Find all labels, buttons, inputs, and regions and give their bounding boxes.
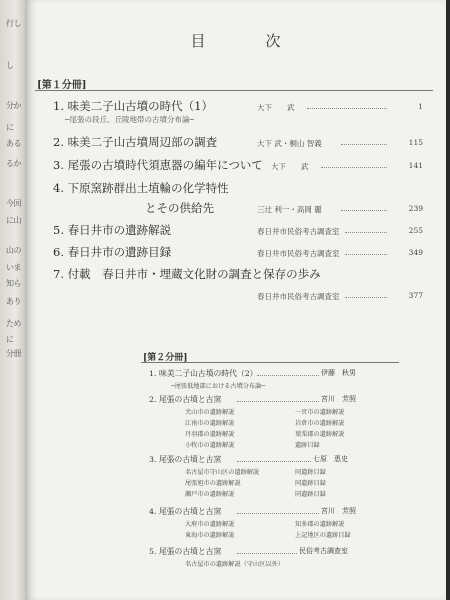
toc-entry-subtitle: ─尾張の段丘、丘陵地帯の古墳分布論─ <box>65 115 195 124</box>
toc2-entry-title: 3. 尾張の古墳と古窯 <box>149 455 222 464</box>
leader-dots <box>321 167 387 168</box>
toc2-sub-item: 知多郡の遺跡解説 <box>295 521 345 528</box>
previous-page-edge <box>0 0 25 600</box>
prev-page-text: 山の <box>6 246 21 255</box>
toc2-entry-author: 民俗考古調査室 <box>299 547 348 555</box>
leader-dots <box>307 108 387 109</box>
prev-page-text: 行し <box>6 19 21 28</box>
toc2-entry-title: 2. 尾張の古墳と古窯 <box>149 395 222 404</box>
toc-entry-page: 377 <box>408 291 423 300</box>
toc2-sub-item: 小牧市の遺跡解説 <box>185 442 235 449</box>
leader-dots <box>237 513 319 514</box>
prev-page-text: るか <box>6 159 21 168</box>
prev-page-text: に山 <box>6 216 21 225</box>
toc-entry-page: 115 <box>408 138 423 147</box>
toc-entry-title: 5. 春日井市の遺跡解説 <box>53 223 172 237</box>
leader-dots <box>341 144 387 145</box>
volume2-heading: [第２分冊] <box>143 353 188 363</box>
prev-page-text: あり <box>6 297 21 306</box>
toc2-sub-item: 東海市の遺跡解説 <box>185 532 235 539</box>
toc2-entry-author: 七原 恵史 <box>313 455 348 463</box>
toc2-sub-item: 同遺跡目録 <box>295 480 326 487</box>
volume1-heading: [第１分冊] <box>37 80 87 91</box>
leader-dots <box>345 297 387 298</box>
toc-entry-author: 春日井市民俗考古調査室 <box>257 227 340 236</box>
page-title-char: 次 <box>265 32 281 50</box>
toc2-sub-item: 丹羽郡の遺跡解説 <box>185 431 235 438</box>
leader-dots <box>237 461 311 462</box>
toc2-entry-title: 1. 味美二子山古墳の時代（2） <box>149 369 258 378</box>
page-title <box>25 30 446 51</box>
toc2-sub-item: 上記地区の遺跡目録 <box>295 532 351 539</box>
toc2-sub-item: 同遺跡目録 <box>295 491 326 498</box>
toc2-sub-item: 同遺跡目録 <box>295 469 326 476</box>
prev-page-text: ため <box>6 319 21 328</box>
toc2-sub-item: 遺跡目録 <box>295 442 320 449</box>
divider <box>141 362 399 363</box>
toc-entry-author: 大下 武 <box>257 103 295 112</box>
divider <box>35 90 433 91</box>
toc2-entry-author: 伊藤 秋男 <box>321 369 356 377</box>
leader-dots <box>345 254 387 255</box>
toc-entry-author: 春日井市民俗考古調査室 <box>257 249 340 258</box>
toc2-entry-author: 宮川 芳照 <box>321 395 356 403</box>
toc-entry-title: 2. 味美二子山古墳周辺部の調査 <box>53 135 218 149</box>
toc-entry-author: 大下 武・桐山 智義 <box>257 139 322 148</box>
prev-page-text: 分冊 <box>6 349 21 358</box>
prev-page-text: いま <box>6 263 21 272</box>
toc2-sub-item: 名古屋市守山区の遺跡解説 <box>185 469 260 476</box>
prev-page-text: 分か <box>6 101 21 110</box>
toc2-sub-item: 尾張旭市の遺跡解説 <box>185 480 241 487</box>
toc-entry-page: 349 <box>408 248 423 257</box>
toc2-sub-item: 名古屋市の遺跡解説（守山区以外） <box>185 561 284 568</box>
prev-page-text: ある <box>6 139 21 148</box>
toc-entry-page: 141 <box>408 161 423 170</box>
leader-dots <box>257 375 319 376</box>
page-title-char: 目 <box>190 32 206 50</box>
toc2-sub-item: 江南市の遺跡解説 <box>185 420 235 427</box>
toc-entry-title: 1. 味美二子山古墳の時代（1） <box>53 99 213 113</box>
toc2-entry-title: 5. 尾張の古墳と古窯 <box>149 547 222 556</box>
toc-entry-page: 239 <box>408 204 423 213</box>
toc2-entry-title: 4. 尾張の古墳と古窯 <box>149 507 222 516</box>
toc-entry-title: 7. 付載 春日井市・埋蔵文化財の調査と保存の歩み <box>53 267 321 281</box>
toc2-entry-subtitle: ─尾張低地部における古墳分布論─ <box>171 383 266 390</box>
leader-dots <box>341 210 387 211</box>
toc-entry-title: 4. 下原窯跡群出土埴輪の化学特性 <box>53 181 229 195</box>
toc2-sub-item: 大府市の遺跡解説 <box>185 521 235 528</box>
toc2-sub-item: 一宮市の遺跡解説 <box>295 409 345 416</box>
toc-entry-title: 6. 春日井市の遺跡目録 <box>53 245 172 259</box>
toc-entry-title-continued: とその供給先 <box>145 201 214 215</box>
toc-page <box>25 0 446 600</box>
leader-dots <box>237 401 319 402</box>
toc2-sub-item: 瀬戸市の遺跡解説 <box>185 491 235 498</box>
leader-dots <box>345 232 387 233</box>
toc-entry-title: 3. 尾張の古墳時代須恵器の編年について <box>53 158 263 172</box>
toc2-sub-item: 犬山市の遺跡解説 <box>185 409 235 416</box>
toc-entry-author: 春日井市民俗考古調査室 <box>257 292 340 301</box>
prev-page-text: に <box>6 123 14 132</box>
toc-entry-page: 255 <box>408 226 423 235</box>
toc2-sub-item: 葉栗郡の遺跡解説 <box>295 431 345 438</box>
prev-page-text: 今回 <box>6 199 21 208</box>
toc-entry-page: 1 <box>418 102 423 111</box>
toc-entry-author: 大下 武 <box>271 162 309 171</box>
prev-page-text: し <box>6 61 14 70</box>
toc2-sub-item: 岩倉市の遺跡解説 <box>295 420 345 427</box>
toc-entry-author: 三辻 利一・高岡 麗 <box>257 205 322 214</box>
prev-page-text: に <box>6 335 14 344</box>
prev-page-text: 知ら <box>6 279 21 288</box>
leader-dots <box>237 553 297 554</box>
toc2-entry-author: 宮川 芳照 <box>321 507 356 515</box>
